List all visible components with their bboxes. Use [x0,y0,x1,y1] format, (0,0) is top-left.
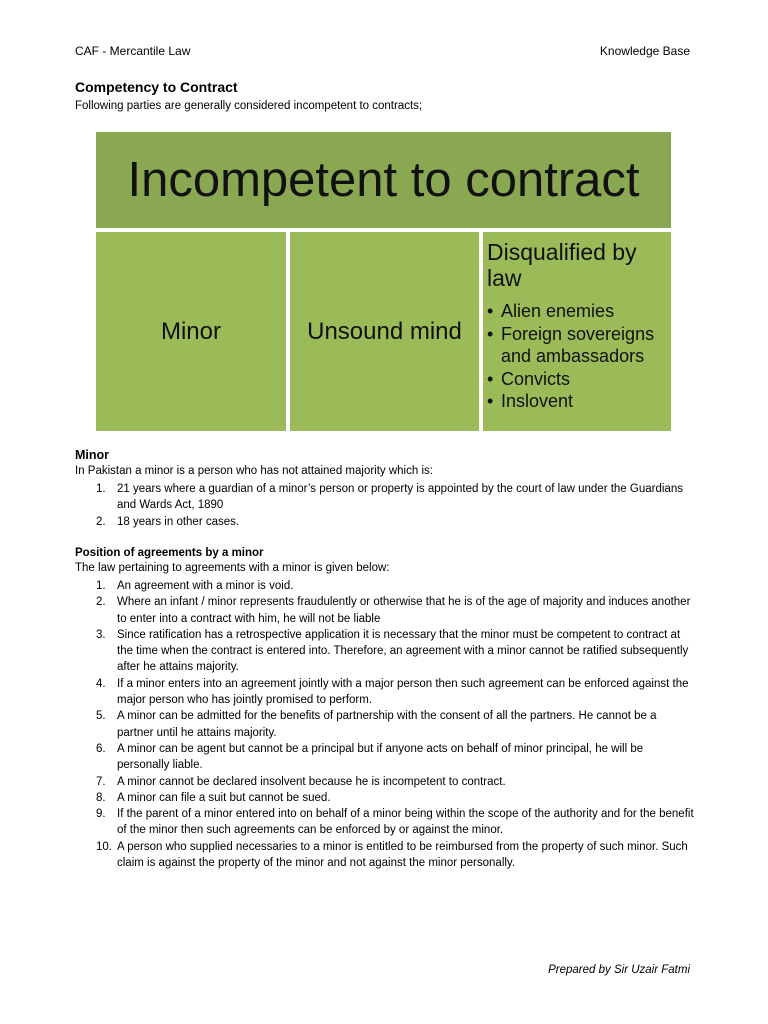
diagram-box-disqualified [483,232,671,431]
header-left: CAF - Mercantile Law [75,44,191,58]
footer-credit: Prepared by Sir Uzair Fatmi [548,964,690,976]
list-item: 1. An agreement with a minor is void. [96,580,294,592]
position-text: The law pertaining to agreements with a minor is given below: [75,562,390,574]
list-item: 5. A minor can be admitted for the benefits of partnership with the consent of all the partners. He cannot be a partner until he attains majority. [96,710,657,739]
incompetent-diagram [96,132,671,431]
diagram-box-minor: Minor [96,232,286,431]
list-item: 10. A person who supplied necessaries to a minor is entitled to be reimbursed from the property of such minor. Such claim is against the property of the minor and not against the minor personally. [96,840,688,870]
disqualified-item: • Inslovent [487,391,574,411]
list-item: 4. If a minor enters into an agreement jointly with a major person then such agreement can be enforced against the major person who has jointly promised to perform. [96,677,689,707]
minor-heading: Minor [75,448,110,462]
header-right: Knowledge Base [599,44,690,58]
disqualified-title: Disqualified by law [487,239,637,291]
list-item: 6. A minor can be agent but cannot be a principal but if anyone acts on behalf of minor principal, he will be personally liable. [96,742,644,772]
disqualified-item: • Alien enemies [487,301,615,321]
position-list [75,578,695,871]
diagram-heading: Incompetent to contract [96,132,671,228]
disqualified-list [487,300,671,413]
list-item: 7. A minor cannot be declared insolvent because he is incompetent to contract. [96,775,506,788]
list-item: 3. Since ratification has a retrospective application it is necessary that the minor must be competent to contract at the time when the contract is entered into. Therefore, an agreement with a minor cannot be ratified subsequently after he attains majority. [96,628,689,674]
diagram-box-unsound-mind: Unsound mind [290,232,479,431]
position-heading: Position of agreements by a minor [75,547,264,559]
disqualified-item: • Foreign sovereigns and ambassadors [487,323,655,366]
minor-age-list [75,481,695,530]
list-item: 2. Where an infant / minor represents fraudulently or otherwise that he is of the age of majority and induces another to enter into a contract with him, he will not be liable [96,596,691,625]
disqualified-item: • Convicts [487,368,571,389]
list-item: 8. A minor can file a suit but cannot be sued. [96,791,331,804]
minor-text: In Pakistan a minor is a person who has not attained majority which is: [75,465,433,477]
list-item: 1. 21 years where a guardian of a minor’s person or property is appointed by the court of law under the Guardians and Wards Act, 1890 [96,483,683,512]
list-item: 9. If the parent of a minor entered into on behalf of a minor being within the scope of the authority and for the benefit of the minor then such agreements can be enforced by or against the minor. [96,808,694,837]
list-item: 2. 18 years in other cases. [96,515,240,528]
page-title: Competency to Contract [75,79,238,95]
intro-text: Following parties are generally considered incompetent to contracts; [75,100,423,112]
